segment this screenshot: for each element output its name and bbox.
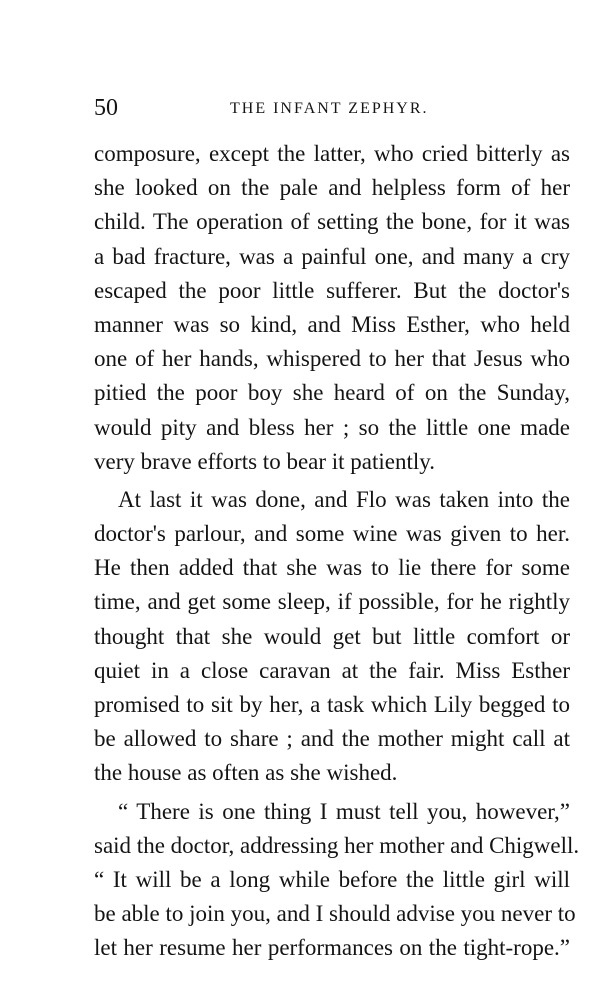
running-head — [94, 93, 569, 123]
text-line: escaped the poor little sufferer. But the doctor's — [94, 277, 570, 303]
text-line: let her resume her performances on the tight-rope.” — [94, 935, 570, 961]
text-line: would pity and bless her ; so the little one made — [94, 414, 570, 440]
text-line: one of her hands, whispered to her that Jesus who — [94, 346, 570, 372]
text-line: a bad fracture, was a painful one, and many a cry — [94, 243, 570, 269]
text-line: be allowed to share ; and the mother might call at — [94, 726, 570, 752]
text-line: quiet in a close caravan at the fair. Miss Esther — [94, 657, 570, 683]
text-line: be able to join you, and I should advise you never to — [94, 901, 576, 927]
text-line: pitied the poor boy she heard of on the Sunday, — [94, 380, 570, 406]
text-line: said the doctor, addressing her mother and Chigwell. — [94, 832, 580, 858]
page-number: 50 — [94, 95, 118, 121]
text-line: manner was so kind, and Miss Esther, who held — [94, 311, 570, 337]
text-line: time, and get some sleep, if possible, for he rightly — [94, 589, 570, 615]
text-line: thought that she would get but little comfort or — [94, 623, 570, 649]
text-line: child. The operation of setting the bone, for it was — [94, 209, 570, 235]
paragraph-3 — [94, 795, 580, 966]
running-title: THE INFANT ZEPHYR. — [230, 100, 429, 117]
paragraph-1 — [94, 137, 570, 479]
text-line: promised to sit by her, a task which Lily begged to — [94, 692, 570, 717]
text-line: “ It will be a long while before the little girl will — [94, 866, 570, 892]
text-line: she looked on the pale and helpless form of her — [94, 175, 570, 201]
text-line: very brave efforts to bear it patiently. — [94, 448, 436, 474]
text-line: composure, except the latter, who cried bitterly as — [94, 141, 570, 166]
paragraph-2 — [94, 483, 570, 791]
text-line: doctor's parlour, and some wine was given to her. — [94, 521, 570, 547]
text-line: At last it was done, and Flo was taken into the — [118, 486, 570, 512]
body-text — [94, 137, 580, 966]
text-line: the house as often as she wished. — [94, 760, 398, 786]
text-line: “ There is one thing I must tell you, however,” — [118, 798, 570, 824]
text-line: He then added that she was to lie there for some — [94, 555, 570, 581]
